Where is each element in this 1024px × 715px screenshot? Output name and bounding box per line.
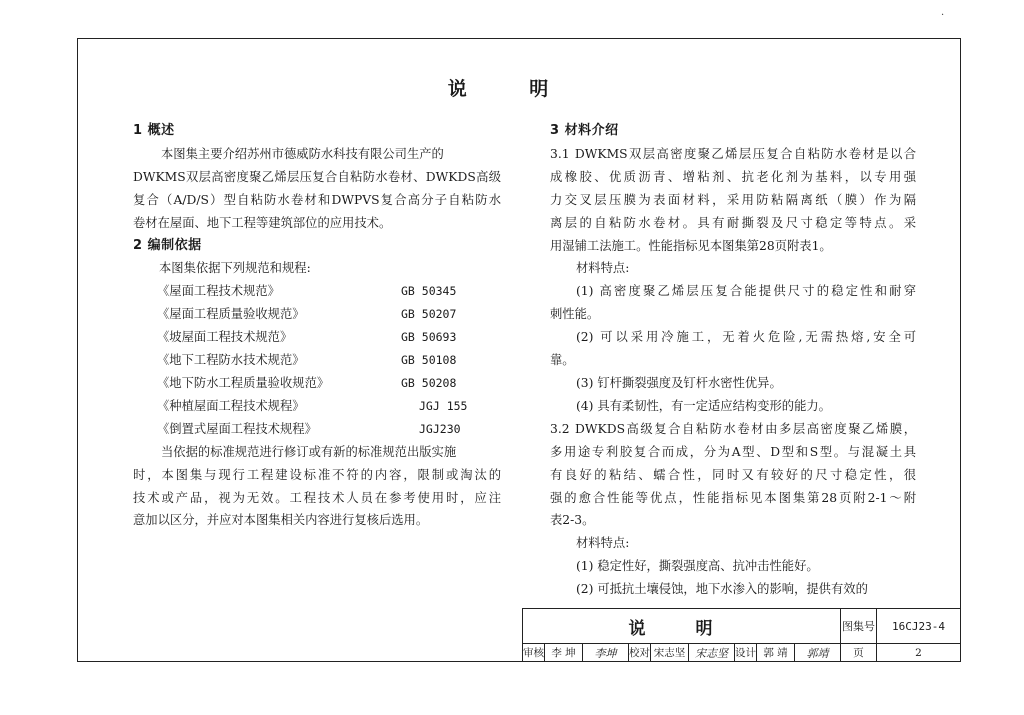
checker-signature: 宋志坚 <box>689 644 735 661</box>
standard-code: JGJ 155 <box>419 398 468 413</box>
standard-row <box>133 372 501 395</box>
standard-code: GB 50108 <box>401 353 457 368</box>
standard-name: 《种植屋面工程技术规程》 <box>157 398 305 413</box>
p32-line-5: 表2-3。 <box>550 513 595 528</box>
design-label: 设计 <box>735 644 757 661</box>
standard-row <box>133 395 501 418</box>
p32-features-label: 材料特点: <box>576 536 630 551</box>
section-3-heading: 3 材料介绍 <box>550 123 619 138</box>
p31-line-4: 离层的自粘防水卷材。具有耐撕裂及尺寸稳定等特点。采 <box>550 215 916 230</box>
standard-row <box>133 326 501 349</box>
standard-row <box>133 303 501 326</box>
standard-row <box>133 349 501 372</box>
p31-features-label: 材料特点: <box>576 261 630 276</box>
checker-name: 宋志坚 <box>651 644 689 661</box>
standard-code: GB 50208 <box>401 375 457 390</box>
title-block-main-title: 说 明 <box>523 609 841 644</box>
s1-line-4: 卷材在屋面、地下工程等建筑部位的应用技术。 <box>133 215 392 230</box>
s2-intro: 本图集依据下列规范和规程: <box>159 261 311 276</box>
reviewer-signature: 李坤 <box>583 644 629 661</box>
page-number: 2 <box>915 646 922 659</box>
p31-line-2: 成橡胶、优质沥青、增粘剂、抗老化剂为基料，以专用强 <box>550 169 916 184</box>
left-column <box>133 120 501 532</box>
designer-name: 郭 靖 <box>757 644 795 661</box>
s2-note-line-3: 技术或产品，视为无效。工程技术人员在参考使用时，应注 <box>133 490 501 505</box>
p32-line-2: 多用途专利胶复合而成，分为A型、D型和S型。与混凝土具 <box>550 444 916 459</box>
p31-line-3: 力交叉层压膜为表面材料，采用防粘隔离纸（膜）作为隔 <box>550 192 916 207</box>
p32-line-4: 强的愈合性能等优点，性能指标见本图集第28页附2-1～附 <box>550 490 916 505</box>
s1-line-1: 本图集主要介绍苏州市德威防水科技有限公司生产的 <box>161 146 444 161</box>
p31-feature-2-line-2: 靠。 <box>550 353 575 368</box>
title-block <box>522 608 961 662</box>
p31-line-5: 用湿铺工法施工。性能指标见本图集第28页附表1。 <box>550 238 832 253</box>
standard-row <box>133 280 501 303</box>
page-title: 说 明 <box>447 78 577 100</box>
page-label: 页 <box>841 644 877 661</box>
p32-line-3: 有良好的粘结、蠕合性，同时又有较好的尺寸稳定性，很 <box>550 467 916 482</box>
corner-mark: · <box>941 10 945 21</box>
p31-feature-4: (4) 具有柔韧性，有一定适应结构变形的能力。 <box>576 398 831 413</box>
review-label: 审核 <box>523 644 545 661</box>
standard-row <box>133 418 501 441</box>
standard-code: GB 50693 <box>401 330 457 345</box>
atlas-number-label: 图集号 <box>841 609 877 644</box>
standard-name: 《地下工程防水技术规范》 <box>157 353 305 368</box>
check-label: 校对 <box>629 644 651 661</box>
p32-line-1: 3.2 DWKDS高级复合自粘防水卷材由多层高密度聚乙烯膜， <box>550 421 916 436</box>
reviewer-name: 李 坤 <box>545 644 583 661</box>
p32-feature-2: (2) 可抵抗土壤侵蚀，地下水渗入的影响，提供有效的 <box>576 582 868 597</box>
p32-feature-1: (1) 稳定性好，撕裂强度高、抗冲击性能好。 <box>576 559 819 574</box>
s1-line-2: DWKMS双层高密度聚乙烯层压复合自粘防水卷材、DWKDS高级 <box>133 169 501 184</box>
s2-note-line-4: 意加以区分，并应对本图集相关内容进行复核后选用。 <box>133 513 429 528</box>
standard-name: 《地下防水工程质量验收规范》 <box>157 375 330 390</box>
s2-note-line-1: 当依据的标准规范进行修订或有新的标准规范出版实施 <box>161 444 457 459</box>
standard-name: 《屋面工程质量验收规范》 <box>157 307 305 322</box>
p31-feature-2-line-1: (2) 可以采用冷施工，无着火危险,无需热熔,安全可 <box>576 330 916 345</box>
standard-name: 《屋面工程技术规范》 <box>157 284 280 299</box>
s2-note-line-2: 时，本图集与现行工程建设标准不符的内容，限制或淘汰的 <box>133 467 501 482</box>
p31-feature-1-line-1: (1) 高密度聚乙烯层压复合能提供尺寸的稳定性和耐穿 <box>576 284 916 299</box>
p31-feature-1-line-2: 刺性能。 <box>550 307 600 322</box>
standard-code: GB 50207 <box>401 307 457 322</box>
right-column <box>550 120 916 601</box>
p31-feature-3: (3) 钉杆撕裂强度及钉杆水密性优异。 <box>576 375 782 390</box>
section-2-heading: 2 编制依据 <box>133 237 202 253</box>
standard-code: JGJ230 <box>419 421 461 436</box>
signature-row <box>523 644 960 661</box>
section-1-heading: 1 概述 <box>133 123 175 138</box>
designer-signature: 郭靖 <box>795 644 841 661</box>
p31-line-1: 3.1 DWKMS双层高密度聚乙烯层压复合自粘防水卷材是以合 <box>550 146 916 161</box>
standard-name: 《倒置式屋面工程技术规程》 <box>157 421 317 436</box>
atlas-number: 16CJ23-4 <box>877 609 960 644</box>
standard-name: 《坡屋面工程技术规范》 <box>157 330 293 345</box>
standard-code: GB 50345 <box>401 284 457 299</box>
s1-line-3: 复合（A/D/S）型自粘防水卷材和DWPVS复合高分子自粘防水 <box>133 192 501 207</box>
